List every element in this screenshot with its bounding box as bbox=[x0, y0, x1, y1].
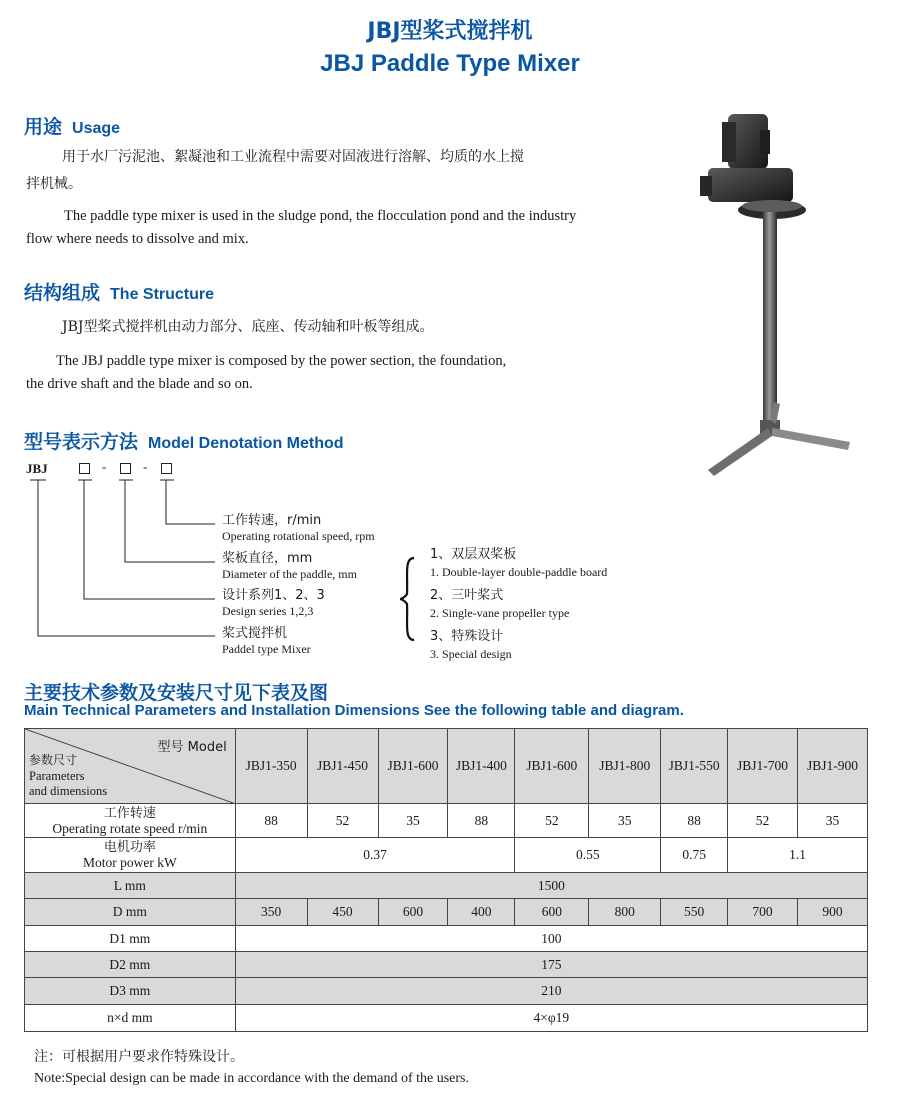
table-row-D3 bbox=[25, 978, 868, 1005]
row-label-power-cn: 电机功率 bbox=[103, 840, 156, 855]
usage-text-en-1: The paddle type mixer is used in the sludge pond, the flocculation pond and the industry bbox=[64, 208, 577, 224]
model-header-cell: JBJ1-600 bbox=[515, 729, 589, 804]
model-header-cell: JBJ1-450 bbox=[307, 729, 378, 804]
D-cell: 450 bbox=[307, 899, 378, 926]
paddle-mixer-image bbox=[700, 102, 870, 482]
denotation-item-series-cn: 设计系列1、2、3 bbox=[222, 588, 325, 603]
denotation-item-mixer-cn: 桨式搅拌机 bbox=[222, 626, 288, 641]
table-row-D bbox=[25, 899, 868, 926]
speed-cell: 52 bbox=[515, 804, 589, 838]
speed-cell: 88 bbox=[235, 804, 307, 838]
corner-model-label: 型号 Model bbox=[157, 740, 227, 755]
table-row-nd bbox=[25, 1005, 868, 1032]
page-title-cn: JBJ型桨式搅拌机 bbox=[367, 19, 533, 44]
parameters-table bbox=[24, 728, 868, 1032]
table-header-row bbox=[25, 729, 868, 804]
row-label-power bbox=[25, 838, 236, 873]
row-label-L: L mm bbox=[25, 873, 236, 899]
note-cn: 注：可根据用户要求作特殊设计。 bbox=[34, 1049, 244, 1065]
power-cell: 1.1 bbox=[728, 838, 868, 873]
speed-cell: 88 bbox=[661, 804, 728, 838]
row-label-power-en: Motor power kW bbox=[82, 855, 177, 870]
usage-heading-cn: 用途 bbox=[24, 116, 63, 138]
power-cell: 0.37 bbox=[235, 838, 515, 873]
model-header-cell: JBJ1-600 bbox=[378, 729, 448, 804]
series-option-2-en: 2. Single-vane propeller type bbox=[430, 606, 570, 620]
structure-text-en-2: the drive shaft and the blade and so on. bbox=[26, 376, 253, 392]
denotation-item-speed-cn: 工作转速，r/min bbox=[222, 513, 322, 528]
power-cell: 0.75 bbox=[661, 838, 728, 873]
series-option-3-en: 3. Special design bbox=[430, 647, 512, 661]
structure-heading-en: The Structure bbox=[110, 286, 215, 303]
denotation-heading-en: Model Denotation Method bbox=[148, 435, 344, 452]
model-header-cell: JBJ1-800 bbox=[589, 729, 661, 804]
D3-value-cell: 210 bbox=[235, 978, 867, 1005]
denotation-item-mixer-en: Paddel type Mixer bbox=[222, 642, 311, 656]
series-brace bbox=[398, 556, 418, 642]
usage-text-cn-2: 拌机械。 bbox=[26, 176, 82, 192]
table-row-D1 bbox=[25, 926, 868, 952]
table-corner-cell bbox=[25, 729, 236, 804]
denotation-item-speed-en: Operating rotational speed, rpm bbox=[222, 529, 375, 543]
structure-heading-cn: 结构组成 bbox=[24, 282, 101, 304]
speed-cell: 88 bbox=[448, 804, 515, 838]
D-cell: 350 bbox=[235, 899, 307, 926]
usage-text-cn-1: 用于水厂污泥池、絮凝池和工业流程中需要对固液进行溶解、均质的水上搅 bbox=[62, 149, 524, 165]
denotation-heading-cn: 型号表示方法 bbox=[24, 431, 139, 453]
D-cell: 700 bbox=[728, 899, 798, 926]
model-header-cell: JBJ1-550 bbox=[661, 729, 728, 804]
row-label-speed bbox=[25, 804, 236, 838]
corner-params-en-2: and dimensions bbox=[29, 784, 108, 798]
D-cell: 900 bbox=[798, 899, 868, 926]
D-cell: 400 bbox=[448, 899, 515, 926]
D-cell: 600 bbox=[515, 899, 589, 926]
params-heading-en: Main Technical Parameters and Installation Dimensions See the following table and diagram. bbox=[24, 702, 684, 719]
model-header-cell: JBJ1-400 bbox=[448, 729, 515, 804]
series-option-1-cn: 1、双层双桨板 bbox=[430, 547, 517, 562]
model-dash-2: - bbox=[143, 459, 148, 474]
D-cell: 600 bbox=[378, 899, 448, 926]
usage-heading-en: Usage bbox=[72, 120, 121, 137]
corner-params-cn: 参数尺寸 bbox=[29, 753, 78, 767]
model-prefix: JBJ bbox=[26, 461, 48, 476]
D-cell: 800 bbox=[589, 899, 661, 926]
D1-value-cell: 100 bbox=[235, 926, 867, 952]
row-label-D: D mm bbox=[25, 899, 236, 926]
nd-value-cell: 4×φ19 bbox=[235, 1005, 867, 1032]
note-en: Note:Special design can be made in accordance with the demand of the users. bbox=[34, 1071, 470, 1086]
D2-value-cell: 175 bbox=[235, 952, 867, 978]
row-label-D2: D2 mm bbox=[25, 952, 236, 978]
model-header-cell: JBJ1-900 bbox=[798, 729, 868, 804]
speed-cell: 35 bbox=[589, 804, 661, 838]
speed-cell: 35 bbox=[798, 804, 868, 838]
denotation-item-series-en: Design series 1,2,3 bbox=[222, 604, 314, 618]
model-dash-1: - bbox=[102, 459, 107, 474]
row-label-speed-en: Operating rotate speed r/min bbox=[52, 820, 208, 836]
denotation-item-diameter-en: Diameter of the paddle, mm bbox=[222, 567, 357, 581]
corner-params-en-1: Parameters bbox=[29, 769, 85, 783]
speed-cell: 52 bbox=[728, 804, 798, 838]
denotation-item-diameter-cn: 桨板直径，mm bbox=[222, 551, 313, 566]
series-option-2-cn: 2、三叶桨式 bbox=[430, 588, 504, 603]
table-row-power bbox=[25, 838, 868, 873]
model-header-cell: JBJ1-350 bbox=[235, 729, 307, 804]
row-label-speed-cn: 工作转速 bbox=[103, 805, 156, 821]
usage-text-en-2: flow where needs to dissolve and mix. bbox=[26, 231, 249, 247]
series-option-1-en: 1. Double-layer double-paddle board bbox=[430, 565, 608, 579]
row-label-D3: D3 mm bbox=[25, 978, 236, 1005]
denotation-leader-lines bbox=[0, 0, 240, 650]
speed-cell: 35 bbox=[378, 804, 448, 838]
table-row-D2 bbox=[25, 952, 868, 978]
structure-text-cn: JBJ型桨式搅拌机由动力部分、底座、传动轴和叶板等组成。 bbox=[62, 319, 434, 335]
row-label-nd: n×d mm bbox=[25, 1005, 236, 1032]
page-title-en: JBJ Paddle Type Mixer bbox=[320, 50, 580, 77]
structure-text-en-1: The JBJ paddle type mixer is composed by the power section, the foundation, bbox=[56, 353, 507, 369]
table-row-L bbox=[25, 873, 868, 899]
speed-cell: 52 bbox=[307, 804, 378, 838]
power-cell: 0.55 bbox=[515, 838, 661, 873]
series-option-3-cn: 3、特殊设计 bbox=[430, 629, 504, 644]
model-header-cell: JBJ1-700 bbox=[728, 729, 798, 804]
params-heading-cn: 主要技术参数及安装尺寸见下表及图 bbox=[24, 682, 329, 704]
L-value-cell: 1500 bbox=[235, 873, 867, 899]
table-row-speed bbox=[25, 804, 868, 838]
D-cell: 550 bbox=[661, 899, 728, 926]
row-label-D1: D1 mm bbox=[25, 926, 236, 952]
